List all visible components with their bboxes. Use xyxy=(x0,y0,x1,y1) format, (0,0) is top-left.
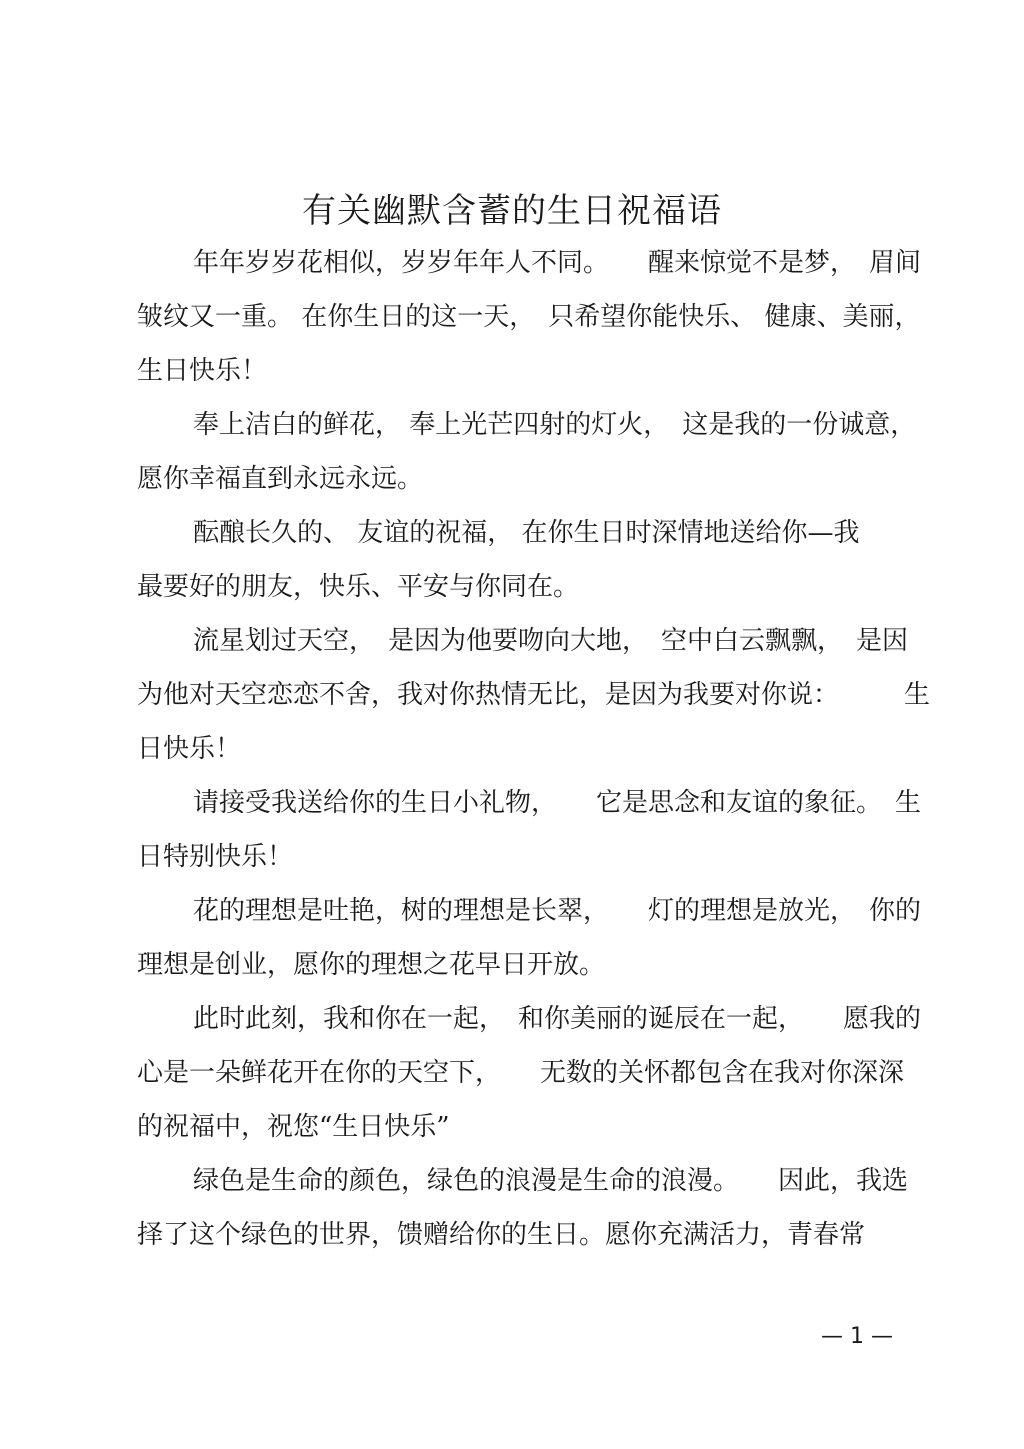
text-line: 心是一朵鲜花开在你的天空下， 无数的关怀都包含在我对你深深 xyxy=(137,1058,905,1088)
text-line: 年年岁岁花相似，岁岁年年人不同。 醒来惊觉不是梦， 眉间 xyxy=(193,248,922,278)
text-line: 花的理想是吐艳，树的理想是长翠， 灯的理想是放光， 你的 xyxy=(193,896,922,926)
text-line: 绿色是生命的颜色，绿色的浪漫是生命的浪漫。 因此，我选 xyxy=(193,1166,909,1196)
text-line: 此时此刻，我和你在一起， 和你美丽的诞辰在一起， 愿我的 xyxy=(193,1004,922,1034)
text-line: 最要好的朋友，快乐、平安与你同在。 xyxy=(137,572,580,602)
text-line: 为他对天空恋恋不舍，我对你热情无比，是因为我要对你说： 生 xyxy=(137,680,931,710)
text-line: 皱纹又一重。 在你生日的这一天， 只希望你能快乐、 健康、美丽， xyxy=(137,302,921,332)
text-line: 流星划过天空， 是因为他要吻向大地， 空中白云飘飘， 是因 xyxy=(193,626,909,656)
text-line: 理想是创业，愿你的理想之花早日开放。 xyxy=(137,950,606,980)
text-line: 日特别快乐！ xyxy=(137,842,294,872)
page-number: — 1 — xyxy=(821,1324,893,1349)
text-line: 的祝福中，祝您“生日快乐” xyxy=(137,1112,450,1142)
text-line: 日快乐！ xyxy=(137,734,242,764)
text-line: 酝酿长久的、 友谊的祝福， 在你生日时深情地送给你—我 xyxy=(193,518,860,548)
text-line: 生日快乐！ xyxy=(137,356,268,386)
page-title: 有关幽默含蓄的生日祝福语 xyxy=(302,191,722,231)
text-line: 请接受我送给你的生日小礼物， 它是思念和友谊的象征。 生 xyxy=(193,788,922,818)
text-line: 愿你幸福直到永远永远。 xyxy=(137,464,424,494)
text-line: 奉上洁白的鲜花， 奉上光芒四射的灯火， 这是我的一份诚意， xyxy=(193,410,917,440)
text-line: 择了这个绿色的世界，馈赠给你的生日。愿你充满活力，青春常 xyxy=(137,1220,866,1250)
